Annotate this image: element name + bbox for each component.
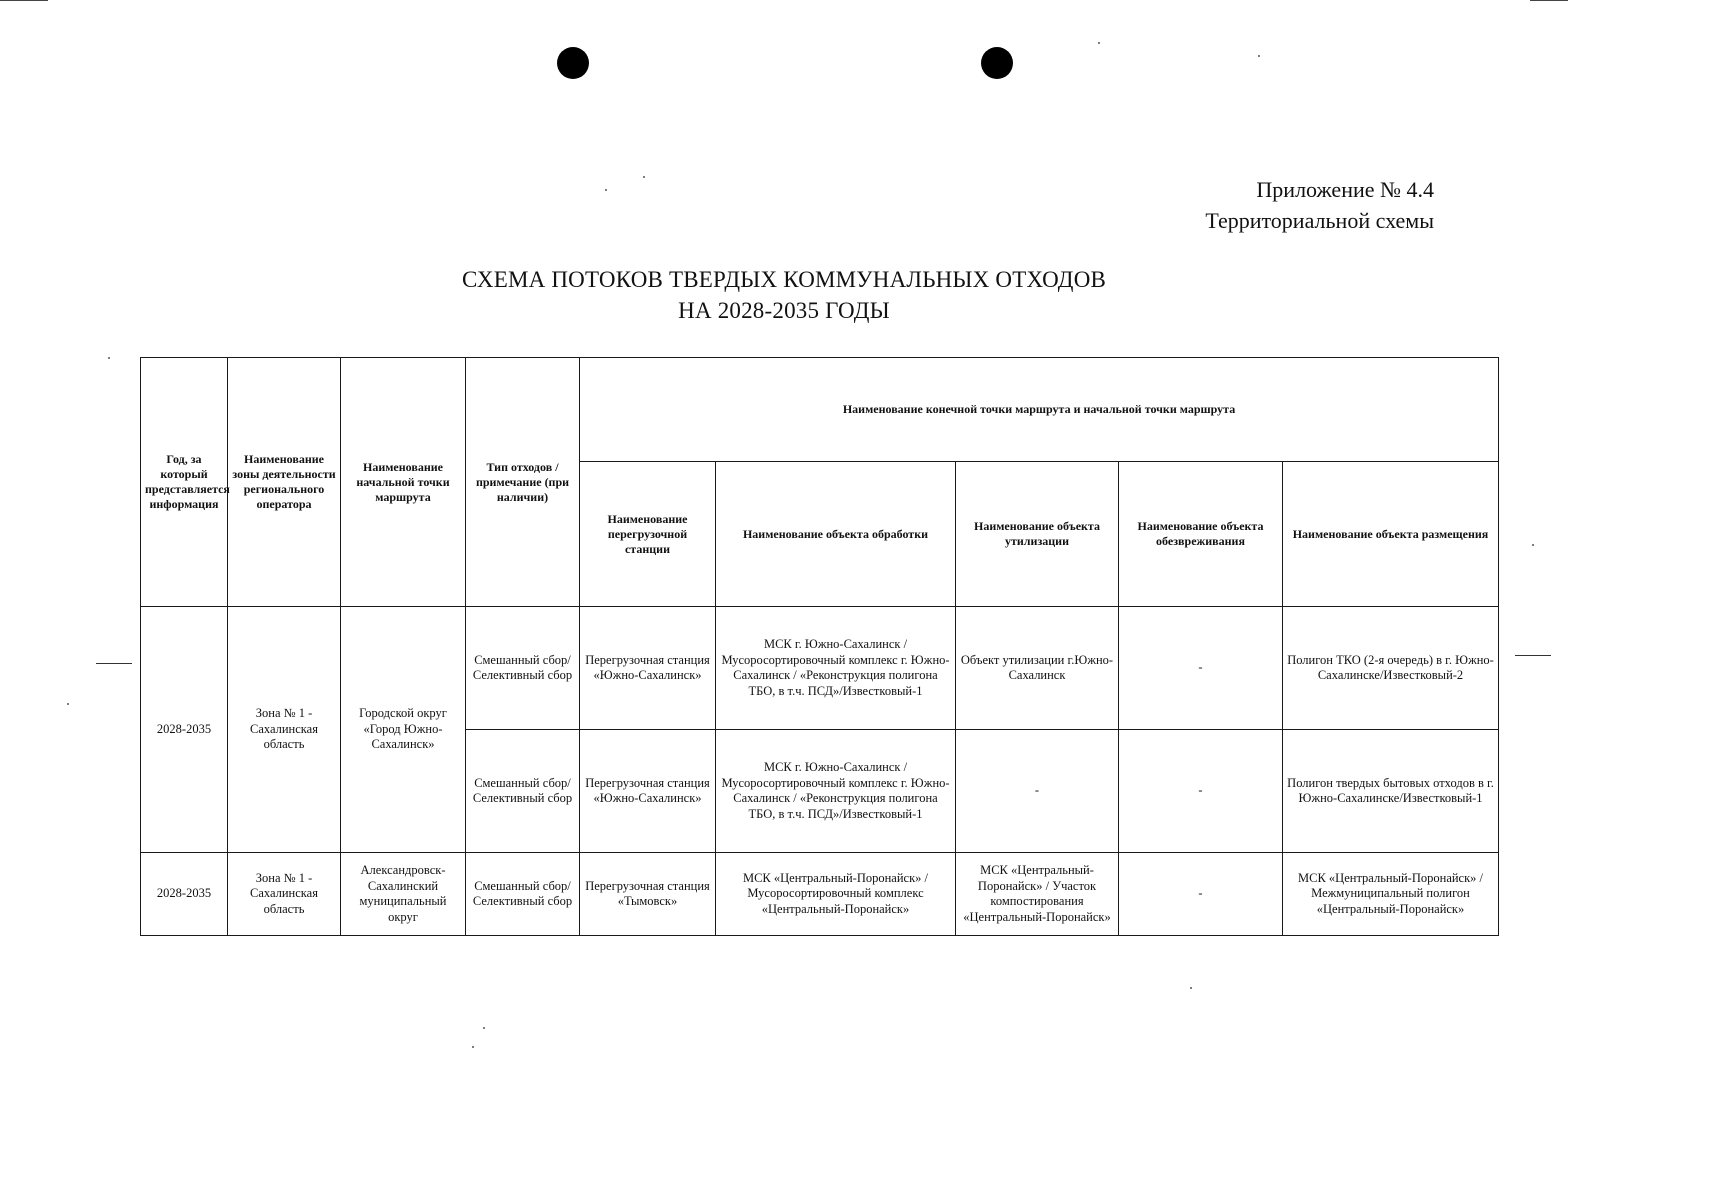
header-zone: Наименование зоны деятельности регионального оператора: [228, 358, 341, 607]
cell-neutralization-facility: -: [1119, 607, 1283, 730]
cell-disposal-facility: Полигон твердых бытовых отходов в г. Южно-Сахалинске/Известковый-1: [1283, 730, 1499, 853]
scan-speck: [605, 189, 607, 191]
scan-margin-mark-left: [96, 663, 132, 664]
document-title: [0, 264, 1568, 326]
scan-speck: [643, 176, 645, 178]
cell-year: 2028-2035: [141, 607, 228, 853]
cell-neutralization-facility: -: [1119, 853, 1283, 936]
scan-edge-mark-right: [1530, 0, 1568, 1]
punch-hole-left: [557, 47, 589, 79]
annex-label: [1205, 174, 1434, 236]
header-year: Год, за который представляется информация: [141, 358, 228, 607]
cell-neutralization-facility: -: [1119, 730, 1283, 853]
cell-disposal-facility: МСК «Центральный-Поронайск» / Межмуниципальный полигон «Центральный-Поронайск»: [1283, 853, 1499, 936]
scan-speck: [483, 1027, 485, 1029]
cell-processing-facility: МСК г. Южно-Сахалинск / Мусоросортировочный комплекс г. Южно-Сахалинск / «Реконструкция полигона ТБО, в т.ч. ПСД»/Известковый-1: [716, 730, 956, 853]
header-utilization-facility: Наименование объекта утилизации: [956, 462, 1119, 607]
cell-transfer-station: Перегрузочная станция «Южно-Сахалинск»: [580, 607, 716, 730]
header-transfer-station: Наименование перегрузочной станции: [580, 462, 716, 607]
cell-waste-type: Смешанный сбор/ Селективный сбор: [466, 607, 580, 730]
header-processing-facility: Наименование объекта обработки: [716, 462, 956, 607]
scan-margin-mark-right: [1515, 655, 1551, 656]
cell-utilization-facility: -: [956, 730, 1119, 853]
document-title-line-1: СХЕМА ПОТОКОВ ТВЕРДЫХ КОММУНАЛЬНЫХ ОТХОДОВ: [461, 267, 1107, 292]
cell-transfer-station: Перегрузочная станция «Тымовск»: [580, 853, 716, 936]
scan-speck: [472, 1046, 474, 1048]
cell-utilization-facility: МСК «Центральный-Поронайск» / Участок компостирования «Центральный-Поронайск»: [956, 853, 1119, 936]
cell-start-point: Александровск-Сахалинский муниципальный округ: [341, 853, 466, 936]
header-waste-type: Тип отходов / примечание (при наличии): [466, 358, 580, 607]
header-start-point: Наименование начальной точки маршрута: [341, 358, 466, 607]
table-row: [141, 853, 1499, 936]
document-title-line-2: НА 2028-2035 ГОДЫ: [678, 298, 890, 323]
cell-processing-facility: МСК г. Южно-Сахалинск / Мусоросортировочный комплекс г. Южно-Сахалинск / «Реконструкция полигона ТБО, в т.ч. ПСД»/Известковый-1: [716, 607, 956, 730]
cell-processing-facility: МСК «Центральный-Поронайск» / Мусоросортировочный комплекс «Центральный-Поронайск»: [716, 853, 956, 936]
cell-waste-type: Смешанный сбор/ Селективный сбор: [466, 730, 580, 853]
scan-speck: [1098, 42, 1100, 44]
scan-speck: [1190, 987, 1192, 989]
cell-year: 2028-2035: [141, 853, 228, 936]
punch-hole-right: [981, 47, 1013, 79]
cell-disposal-facility: Полигон ТКО (2-я очередь) в г. Южно-Сахалинске/Известковый-2: [1283, 607, 1499, 730]
cell-waste-type: Смешанный сбор/ Селективный сбор: [466, 853, 580, 936]
annex-number: Приложение № 4.4: [1256, 177, 1434, 202]
cell-transfer-station: Перегрузочная станция «Южно-Сахалинск»: [580, 730, 716, 853]
header-neutralization-facility: Наименование объекта обезвреживания: [1119, 462, 1283, 607]
cell-utilization-facility: Объект утилизации г.Южно-Сахалинск: [956, 607, 1119, 730]
scan-speck: [1532, 544, 1534, 546]
cell-zone: Зона № 1 - Сахалинская область: [228, 853, 341, 936]
header-route-points-group: Наименование конечной точки маршрута и начальной точки маршрута: [580, 358, 1499, 462]
cell-zone: Зона № 1 - Сахалинская область: [228, 607, 341, 853]
cell-start-point: Городской округ «Город Южно-Сахалинск»: [341, 607, 466, 853]
scan-speck: [67, 703, 69, 705]
scan-speck: [1258, 55, 1260, 57]
scan-speck: [108, 357, 110, 359]
annex-reference: Территориальной схемы: [1205, 208, 1434, 233]
table-row: [141, 607, 1499, 730]
scan-edge-mark-left: [0, 0, 48, 1]
header-disposal-facility: Наименование объекта размещения: [1283, 462, 1499, 607]
waste-flow-table: [140, 357, 1499, 936]
header-row-1: [141, 358, 1499, 462]
